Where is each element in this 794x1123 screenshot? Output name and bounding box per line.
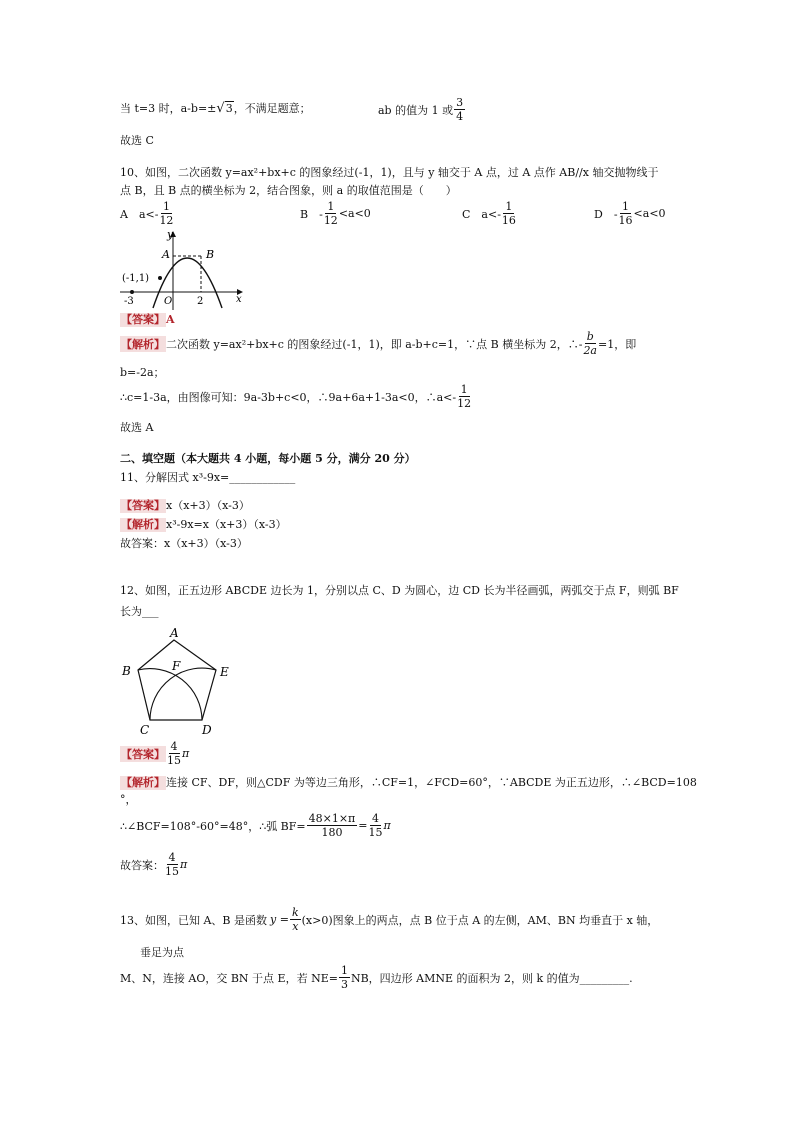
arc-from-c (150, 668, 216, 720)
fraction: $\frac{3}{4}$ (456, 96, 464, 123)
analysis-line: °， (120, 793, 137, 806)
analysis-tag: 【解析】 (121, 337, 165, 351)
fraction: $\frac{1}{12}$ (159, 200, 174, 227)
text-line (120, 102, 311, 116)
answer-line (120, 313, 175, 327)
analysis-tag: 【解析】 (121, 776, 165, 789)
fraction: $\frac{1}{12}$ (457, 383, 472, 410)
label-two: 2 (197, 296, 204, 307)
label-e: E (220, 665, 229, 679)
label-x: x (236, 294, 242, 305)
final-answer: 故答案： $\frac{4}{15}$ π (120, 851, 188, 878)
question-10-stem: 点 B，且 B 点的横坐标为 2，结合图象，则 a 的取值范围是（ ） (120, 184, 457, 197)
analysis-line: ∴∠BCF=108°-60°=48°，∴弧 BF= $\frac{48\times 1\times\pi}{180}$ = $\frac{4}{15}$ π (120, 812, 391, 839)
fraction: $\frac{48\times 1\times\pi}{180}$ (308, 812, 356, 839)
analysis-tag: 【解析】 (121, 518, 165, 531)
analysis-text: 连接 CF、DF，则△CDF 为等边三角形，∴CF=1，∠FCD=60°，∵ABCDE 为正五边形，∴∠BCD=108 (166, 776, 697, 789)
fraction: $\frac{1}{16}$ (618, 200, 633, 227)
fraction: $\frac{4}{15}$ (167, 740, 181, 767)
text-span: ab 的值为 1 或 (378, 103, 454, 117)
fraction: $\frac{k}{x}$ (291, 906, 299, 933)
section-heading: 二、填空题（本大题共 4 小题，每小题 5 分，满分 20 分） (120, 452, 416, 465)
question-11-stem: 11、分解因式 x³-9x=____________ (120, 471, 296, 484)
text-line (378, 96, 466, 123)
choice-text: 故选 A (120, 421, 154, 434)
fraction: $\frac{1}{3}$ (340, 964, 348, 991)
answer-tag: 【答案】 (121, 499, 165, 512)
fraction: $\frac{1}{16}$ (501, 200, 516, 227)
fraction: $\frac{1}{12}$ (323, 200, 338, 227)
option-b: B - $\frac{1}{12}$ <a<0 (300, 200, 371, 227)
sqrt-content: 3 (225, 102, 233, 115)
label-neg3: -3 (124, 296, 134, 307)
fraction: $\frac{b}{2a}$ (583, 330, 597, 357)
label-b: B (122, 664, 131, 678)
answer-value: x（x+3）（x-3） (166, 499, 250, 512)
label-f: F (172, 659, 181, 673)
choice-text: 故选 C (120, 134, 154, 147)
point-neg1-1 (158, 276, 162, 280)
analysis-line: 【解析】 二次函数 y=ax²+bx+c 的图象经过(-1，1)，即 a-b+c=1，∵点 B 横坐标为 2，∴- $\frac{b}{2a}$ =1，即 (121, 330, 637, 357)
analysis-line (120, 776, 697, 790)
analysis-line: ∴c=1-3a，由图像可知：9a-3b+c<0，∴9a+6a+1-3a<0，∴a<- $\frac{1}{12}$ (120, 383, 472, 410)
option-c: C a<- $\frac{1}{16}$ (462, 200, 516, 227)
answer-value: A (166, 313, 175, 326)
pentagon (138, 640, 216, 720)
text-span: ，不满足题意； (233, 102, 311, 115)
question-13-stem: 13、如图，已知 A、B 是函数 y = $\frac{k}{x}$ (x>0)图象上的两点，点 B 位于点 A 的左侧，AM、BN 均垂直于 x 轴， (120, 906, 659, 933)
sqrt-sign: √ (216, 101, 225, 116)
answer-line: 【答案】 $\frac{4}{15}$ π (121, 740, 190, 767)
label-d: D (202, 723, 212, 737)
point-neg3 (130, 290, 134, 294)
label-b: B (206, 248, 215, 261)
final-answer: 故答案：x（x+3）（x-3） (120, 537, 248, 550)
fraction: $\frac{4}{15}$ (165, 851, 179, 878)
fraction: $\frac{4}{15}$ (368, 812, 383, 839)
label-y: y (167, 228, 174, 241)
parabola-graph (118, 228, 248, 312)
question-12-stem: 长为___ (120, 605, 159, 618)
label-a: A (162, 248, 170, 261)
analysis-text: x³-9x=x（x+3）（x-3） (166, 518, 287, 531)
label-origin: O (164, 296, 173, 307)
question-10-stem: 10、如图，二次函数 y=ax²+bx+c 的图象经过(-1，1)，且与 y 轴交于 A 点，过 A 点作 AB//x 轴交抛物线于 (120, 166, 659, 179)
pentagon-figure (118, 626, 238, 738)
label-c: C (140, 723, 150, 737)
analysis-line (120, 518, 287, 532)
question-13-stem: M、N，连接 AO，交 BN 于点 E，若 NE= $\frac{1}{3}$ NB，四边形 AMNE 的面积为 2，则 k 的值为_________. (120, 964, 633, 991)
question-12-stem: 12、如图，正五边形 ABCDE 边长为 1，分别以点 C、D 为圆心，边 CD 长为半径画弧，两弧交于点 F，则弧 BF (120, 584, 679, 597)
answer-tag: 【答案】 (121, 313, 165, 326)
option-a: A a<- $\frac{1}{12}$ (120, 200, 174, 227)
answer-tag: 【答案】 (121, 747, 165, 761)
answer-line (120, 499, 250, 513)
question-13-stem: 垂足为点 (140, 946, 184, 959)
label-a: A (170, 626, 179, 640)
text-span: 当 t=3 时，a-b=± (120, 102, 217, 115)
analysis-line: b=-2a； (120, 366, 165, 379)
option-d: D - $\frac{1}{16}$ <a<0 (594, 200, 666, 227)
label-point: (-1,1) (122, 273, 150, 284)
